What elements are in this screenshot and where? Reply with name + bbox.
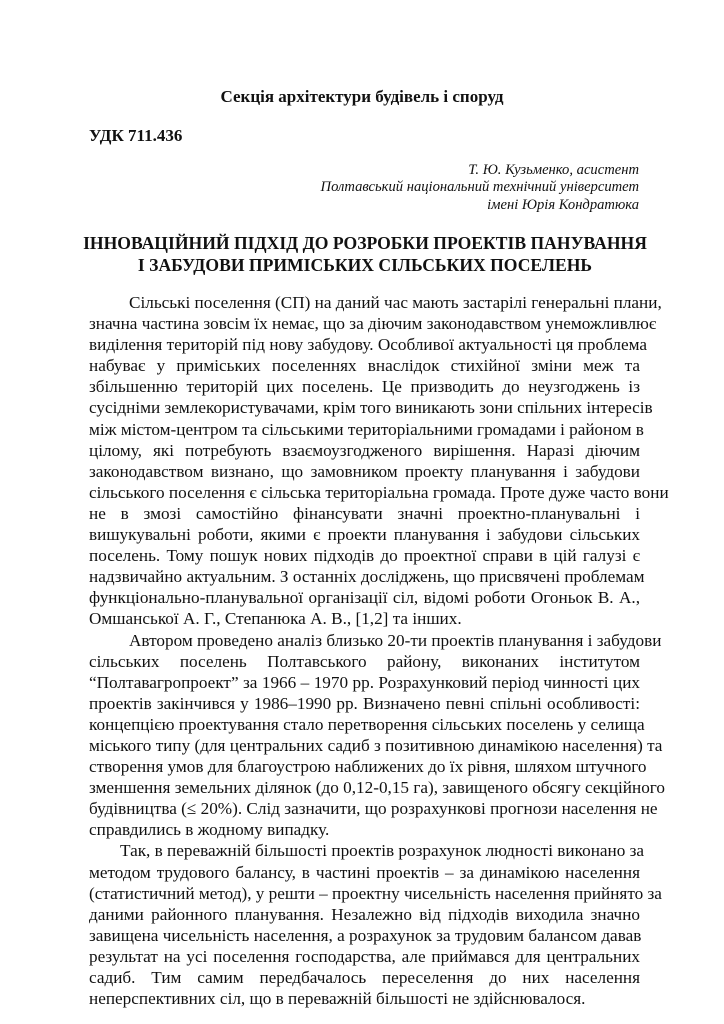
text-line: Так, в переважній більшості проектів розрахунок людності виконано за (120, 841, 645, 861)
article-body (89, 292, 669, 1009)
text-line: Автором проведено аналіз близько 20-ти проектів планування і забудови (129, 630, 662, 650)
section-heading: Секція архітектури будівель і споруд (220, 87, 504, 106)
text-line: (статистичний метод), у решти – проектну чисельність населення прийнято за (89, 883, 662, 903)
author-affiliation: Полтавський національний технічний університет (320, 179, 639, 196)
text-line: сільських поселень Полтавського району, виконаних інститутом (89, 651, 640, 671)
text-line: цілому, які потребують взаємоузгодженого вирішення. Наразі діючим (89, 440, 640, 460)
text-line: даними районного планування. Незалежно від підходів виходила значно (89, 904, 640, 924)
text-line: виділення територій під нову забудову. Особливої актуальності ця проблема (89, 335, 648, 355)
text-line: Омшанської А. Г., Степанюка А. В., [1,2] та інших. (89, 609, 462, 629)
text-line: створення умов для благоустрою наближених до їх рівня, шляхом штучного (89, 757, 647, 777)
author-block (321, 162, 639, 214)
paragraph (89, 630, 666, 841)
text-line: концепцією проектування стало перетворення сільських поселень у селища (89, 714, 645, 734)
text-line: садиб. Тим самим передбачалось переселення до них населення (89, 968, 640, 987)
title-line: І ЗАБУДОВИ ПРИМІСЬКИХ СІЛЬСЬКИХ ПОСЕЛЕНЬ (137, 255, 593, 275)
text-line: Сільські поселення (СП) на даний час мають застарілі генеральні плани, (129, 293, 662, 312)
text-line: між містом-центром та сільськими територіальними громадами і районом в (89, 419, 644, 439)
text-line: проектів закінчився у 1986–1990 рр. Визначено певні спільні особливості: (89, 693, 640, 713)
text-line: надзвичайно актуальним. З останніх досліджень, що присвячені проблемам (89, 567, 645, 587)
text-line: сільського поселення є сільська територіальна громада. Проте дуже часто вони (89, 482, 669, 502)
text-line: поселень. Тому пошук нових підходів до проектної справи в цій галузі є (89, 546, 640, 566)
text-line: не в змозі самостійно фінансувати значні проектно-планувальні і (89, 503, 640, 523)
text-line: законодавством визнано, що замовником проекту планування і забудови (89, 461, 640, 481)
text-line: “Полтавагропроект” за 1966 – 1970 рр. Розрахунковий період чинності цих (89, 672, 640, 692)
text-line: методом трудового балансу, в частині проектів – за динамікою населення (89, 862, 640, 882)
text-line: набуває у приміських поселеннях внаслідок стихійної зміни меж та (89, 356, 640, 376)
author-name: Т. Ю. Кузьменко, асистент (468, 162, 639, 178)
text-line: справдились в жодному випадку. (89, 820, 330, 840)
author-affiliation: імені Юрія Кондратюка (487, 196, 639, 213)
text-line: значна частина зовсім їх немає, що за діючим законодавством унеможливлює (89, 314, 657, 334)
text-line: завищена чисельність населення, а розрахунок за трудовим балансом давав (89, 925, 642, 945)
title-line: ІННОВАЦІЙНИЙ ПІДХІД ДО РОЗРОБКИ ПРОЕКТІВ ПАНУВАННЯ (83, 233, 647, 253)
text-line: міського типу (для центральних садиб з позитивною динамікою населення) та (89, 735, 663, 755)
text-line: зменшення земельних ділянок (до 0,12-0,15 га), завищеного обсягу секційного (89, 778, 666, 798)
text-line: будівництва (≤ 20%). Слід зазначити, що розрахункові прогнози населення не (89, 799, 658, 819)
paragraph (89, 292, 669, 630)
paragraph (89, 840, 662, 1009)
text-line: сусідніми землекористувачами, крім того виникають зони спільних інтересів (89, 398, 653, 418)
text-line: функціонально-планувальної організації сіл, відомі роботи Огоньок В. А., (89, 588, 640, 608)
udk-code: УДК 711.436 (89, 126, 183, 145)
text-line: вишукувальні роботи, якими є проекти планування і забудови сільських (89, 525, 640, 545)
text-line: збільшенню територій цих поселень. Це призводить до неузгоджень із (89, 377, 640, 397)
article-title (80, 232, 650, 276)
text-line: результат на усі поселення господарства, але приймався для центральних (89, 946, 640, 966)
text-line: неперспективних сіл, що в переважній більшості не здійснювалося. (89, 989, 586, 1009)
